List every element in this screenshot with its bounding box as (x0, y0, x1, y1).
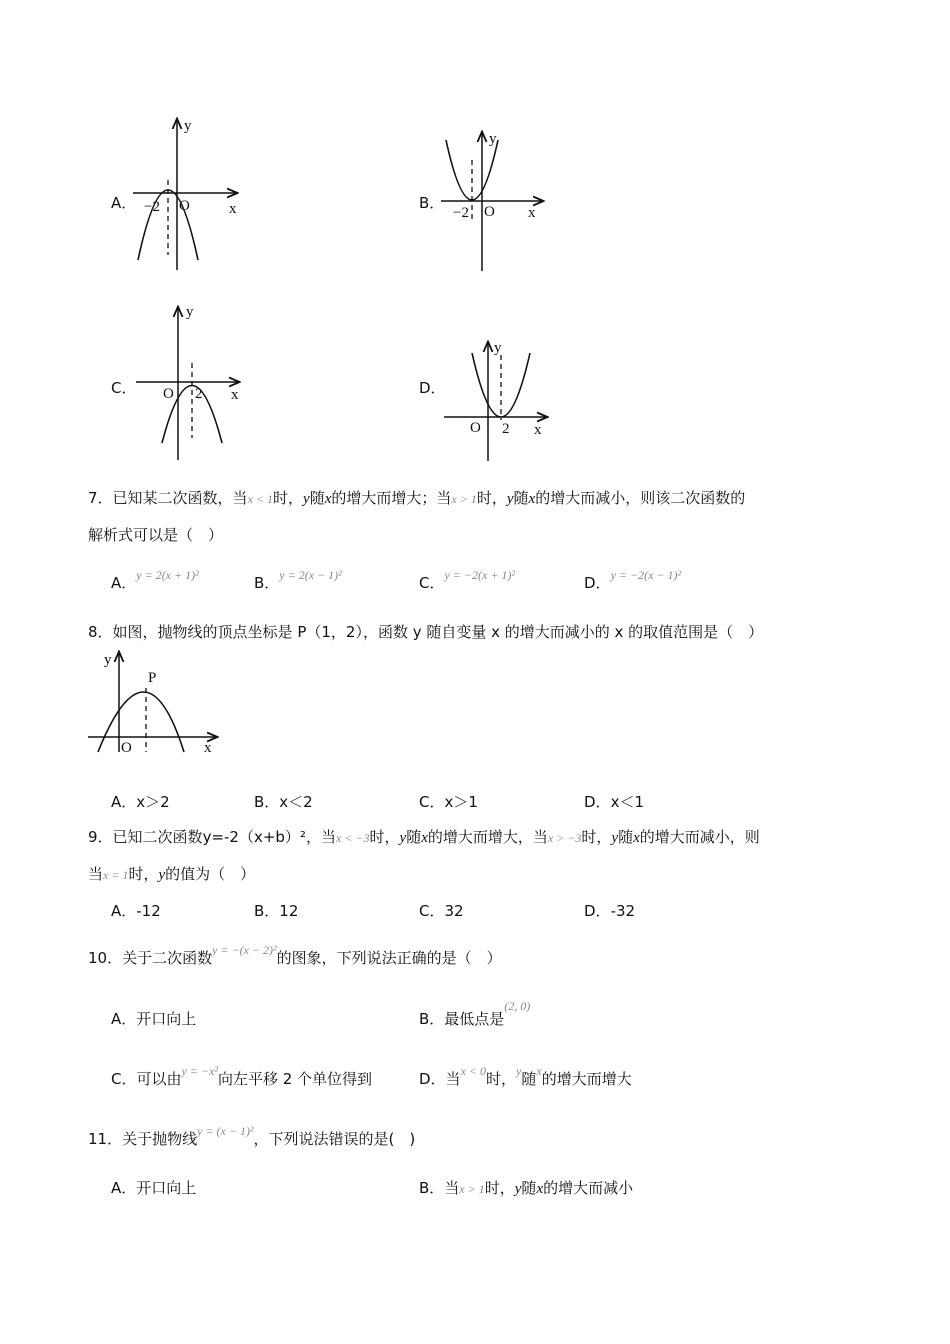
two-label: 2 (502, 421, 510, 437)
q9-option-d[interactable]: D．-32 (584, 902, 636, 920)
vertex-p-label: P (148, 670, 157, 686)
q10-option-b[interactable]: B．最低点是$^{(2, 0)}$ (419, 999, 531, 1028)
q11-stem: 11．关于抛物线$^{y = (x - 1)^2}$，下列说法错误的是( ) (88, 1124, 416, 1148)
q11-option-a[interactable]: A．开口向上 (111, 1179, 197, 1197)
q9-option-c[interactable]: C．32 (419, 902, 464, 920)
q7-option-b[interactable]: B．$^{y = 2(x - 1)^2}$ (254, 568, 342, 592)
origin-label: O (121, 740, 132, 756)
q6-graph-a (128, 110, 258, 280)
q6-graph-d (436, 335, 556, 465)
origin-label: O (470, 420, 481, 436)
q7-option-a[interactable]: A．$^{y = 2(x + 1)^2}$ (111, 568, 199, 592)
q8-option-c[interactable]: C．x＞1 (419, 793, 478, 811)
q11-option-b[interactable]: B．当x > 1时，y随x的增大而减小 (419, 1179, 634, 1197)
q6-label-c: C． (111, 379, 137, 397)
q9-option-b[interactable]: B．12 (254, 902, 299, 920)
q10-stem: 10．关于二次函数$^{y = -(x - 2)^2}$的图象，下列说法正确的是（ ） (88, 943, 502, 967)
q8-graph (84, 648, 224, 758)
q10-option-a[interactable]: A．开口向上 (111, 1010, 197, 1028)
q9-stem-line2: 当x = 1时，y的值为（ ） (88, 865, 256, 883)
q8-stem: 8．如图，抛物线的顶点坐标是 P（1，2），函数 y 随自变量 x 的增大而减小的 x 的取值范围是（ ） (88, 623, 764, 641)
q9-option-a[interactable]: A．-12 (111, 902, 161, 920)
q7-option-c[interactable]: C．$^{y = -2(x + 1)^2}$ (419, 568, 516, 592)
q8-option-d[interactable]: D．x＜1 (584, 793, 644, 811)
q10-option-d[interactable]: D．当$^{x < 0}$时，$^y$随$^x$的增大而增大 (419, 1064, 632, 1088)
x-label: x (528, 205, 536, 221)
q10-option-c[interactable]: C．可以由$^{y = -x^2}$向左平移 2 个单位得到 (111, 1064, 373, 1088)
q9-stem-line1: 9．已知二次函数y=-2（x+b）²，当x < −3时，y随x的增大而增大，当x > −3时，y随x的增大而减小，则 (88, 828, 760, 846)
q8-option-b[interactable]: B．x＜2 (254, 793, 313, 811)
y-label: y (489, 131, 497, 147)
x-label: x (231, 387, 239, 403)
y-label: y (494, 340, 502, 356)
q6-label-d: D． (419, 379, 446, 397)
y-label: y (184, 118, 192, 134)
origin-label: O (484, 204, 495, 220)
x-label: x (229, 201, 237, 217)
y-label: y (104, 652, 112, 668)
x-label: x (534, 422, 542, 438)
parabola (98, 692, 184, 752)
x-label: x (204, 740, 212, 756)
origin-label: O (179, 198, 190, 214)
two-label: 2 (195, 386, 203, 402)
q7-stem-line2: 解析式可以是（ ） (88, 526, 224, 544)
q6-graph-c (128, 298, 258, 463)
y-label: y (186, 304, 194, 320)
neg-two-label: −2 (453, 205, 469, 221)
q6-label-b: B． (419, 194, 445, 212)
q7-stem-line1: 7．已知某二次函数，当x < 1时，y随x的增大而增大；当x > 1时，y随x的增大而减小，则该二次函数的 (88, 489, 746, 507)
q6-label-a: A． (111, 194, 137, 212)
q6-graph-b (436, 125, 556, 275)
q8-option-a[interactable]: A．x＞2 (111, 793, 170, 811)
neg-two-label: −2 (144, 199, 160, 215)
origin-label: O (163, 386, 174, 402)
q7-option-d[interactable]: D．$^{y = -2(x - 1)^2}$ (584, 568, 682, 592)
